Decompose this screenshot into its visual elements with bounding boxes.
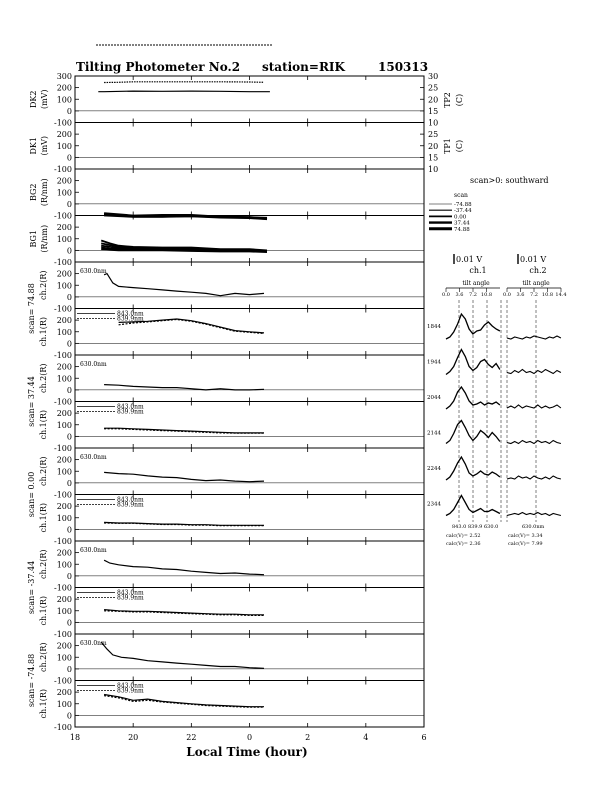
y-tick-label: 100: [56, 467, 72, 477]
tp-tick-label: 15: [428, 153, 439, 163]
panel-10: [27, 541, 424, 614]
y-tick-label: 300: [56, 72, 72, 81]
inset-time-label: 2144: [427, 430, 441, 437]
y-tick-label: 100: [56, 699, 72, 709]
inset-tick-label: 10.8: [541, 292, 554, 298]
y-tick-label: -100: [54, 444, 72, 453]
y-tick-label: 200: [56, 362, 72, 372]
inset-tick-label: 0.0: [442, 292, 450, 298]
y-tick-label: 100: [56, 420, 72, 430]
y-tick-label: -100: [54, 583, 72, 593]
panel-unit: ch.1(R): [39, 595, 48, 626]
y-tick-label: 0: [66, 292, 72, 302]
panel-unit: (R/nm): [40, 178, 49, 207]
y-tick-label: 0: [66, 246, 72, 256]
inset-time-label: 1944: [427, 359, 441, 366]
panel-unit: ch.1(R): [39, 502, 48, 533]
panel-frame: [75, 76, 424, 123]
panel-wavelength: 630.0nm: [80, 640, 107, 647]
panel-unit: (mV): [40, 89, 49, 110]
tp-tick-label: 25: [428, 83, 439, 93]
x-tick-label: 0: [246, 733, 253, 742]
y-tick-label: -100: [54, 211, 72, 221]
scan-legend-value: 37.44: [454, 220, 470, 227]
x-tick-label: 20: [128, 733, 139, 742]
panel-wavelength: 630.0nm: [80, 268, 107, 275]
panel-frame: [75, 262, 424, 309]
panel-4: [27, 262, 424, 334]
y-tick-label: 200: [56, 409, 72, 419]
panel-stack: [27, 72, 438, 732]
y-tick-label: 200: [56, 316, 72, 326]
series-line: [104, 216, 267, 220]
panel-unit: (mV): [40, 135, 49, 156]
ch2-tilt-label: tilt angle: [522, 280, 550, 287]
calc1b: calc(V)= 2.36: [446, 541, 481, 547]
spectra-inset: [427, 254, 567, 547]
y-tick-label: -100: [54, 676, 72, 686]
ch1-tilt-label: tilt angle: [462, 280, 490, 287]
series-line: [104, 472, 264, 481]
y-tick-label: 200: [56, 130, 72, 140]
panel-wavelength-2: 839.9nm: [117, 501, 144, 509]
panel-wavelength-2: 839.9nm: [117, 408, 144, 416]
series-line: [104, 522, 264, 525]
y-tick-label: 0: [66, 432, 72, 442]
panel-unit: ch.1(R): [39, 316, 48, 347]
panel-wavelength: 843.0nm: [117, 310, 144, 318]
inset-tick-label: 10.8: [480, 292, 493, 298]
y-tick-label: -100: [54, 118, 72, 128]
station-label: station=RIK: [262, 60, 345, 74]
date-label: 150313: [378, 60, 429, 74]
scan-legend-title: scan>0: southward: [470, 176, 549, 185]
y-tick-label: 0: [66, 385, 72, 395]
panel-wavelength: 843.0nm: [117, 496, 144, 504]
ch1-scale-label: 0.01 V: [456, 255, 483, 264]
panel-unit: ch.2(R): [39, 363, 48, 394]
panel-unit: ch.2(R): [39, 642, 48, 673]
panel-2: [29, 169, 424, 221]
inset-time-label: 2344: [427, 501, 441, 508]
inset-ch2-spectrum: [507, 405, 561, 408]
y-tick-label: 100: [56, 606, 72, 616]
panel-12: [27, 634, 424, 707]
inset-wl1c: 630.0: [484, 524, 499, 530]
inset-tick-label: 7.2: [530, 292, 538, 298]
calc2a: calc(V)= 3.34: [508, 533, 543, 539]
chart-title: Tilting Photometer No.2: [76, 60, 241, 74]
y-tick-label: 0: [66, 664, 72, 674]
y-tick-label: 200: [56, 83, 72, 93]
panel-unit: ch.1(R): [39, 688, 48, 719]
panel-wavelength: 630.0nm: [80, 361, 107, 368]
calc1a: calc(V)= 2.52: [446, 533, 481, 539]
y-tick-label: -100: [54, 630, 72, 639]
y-tick-label: 100: [56, 513, 72, 523]
x-axis: [70, 733, 427, 742]
y-tick-label: 100: [56, 141, 72, 151]
x-tick-label: 22: [186, 733, 197, 742]
y-tick-label: 0: [66, 711, 72, 721]
panel-wavelength: 843.0nm: [117, 589, 144, 597]
tp-tick-label: 20: [428, 95, 439, 105]
y-tick-label: -100: [54, 723, 72, 732]
tp-tick-label: 10: [428, 165, 439, 174]
series-line: [104, 428, 264, 433]
panel-wavelength: 630.0nm: [80, 454, 107, 461]
panel-ylabel: scan= -74.88: [27, 653, 36, 708]
y-tick-label: 200: [56, 223, 72, 233]
y-tick-label: 200: [56, 548, 72, 558]
panel-ylabel: DK1: [29, 137, 38, 155]
panel-unit: ch.1(R): [39, 409, 48, 440]
inset-time-label: 2244: [427, 466, 441, 472]
ch1-label: ch.1: [469, 266, 487, 275]
inset-time-label: 1844: [427, 324, 441, 330]
y-tick-label: 100: [56, 327, 72, 337]
y-tick-label: 0: [66, 153, 72, 163]
panel-1: [29, 123, 424, 175]
panel-ylabel: DK2: [29, 90, 38, 108]
tp2-label: TP2: [443, 92, 452, 108]
tp-tick-label: 30: [428, 72, 439, 81]
panel-9: [39, 495, 424, 547]
y-tick-label: -100: [54, 304, 72, 314]
y-tick-label: 200: [56, 688, 72, 698]
inset-time-label: 2044: [427, 395, 441, 401]
y-tick-label: 100: [56, 95, 72, 105]
inset-wl1b: 839.9: [468, 524, 483, 530]
panel-ylabel: scan= 0.00: [27, 471, 36, 518]
y-tick-label: 0: [66, 199, 72, 209]
y-tick-label: 0: [66, 525, 72, 535]
panel-ylabel: scan= 37.44: [27, 376, 36, 427]
panel-ylabel: BG1: [29, 229, 38, 248]
y-tick-label: 100: [56, 281, 72, 291]
series-line: [101, 642, 264, 668]
x-tick-label: 2: [305, 733, 311, 742]
tp-tick-label: 10: [428, 118, 439, 128]
panel-wavelength-2: 839.9nm: [117, 687, 144, 695]
panel-ylabel: BG2: [29, 183, 38, 202]
panel-ylabel: scan= 74.88: [27, 283, 36, 334]
inset-ch2-spectrum: [507, 370, 561, 374]
y-tick-label: 0: [66, 339, 72, 349]
panel-wavelength: 843.0nm: [117, 682, 144, 690]
y-tick-label: 0: [66, 478, 72, 488]
y-tick-label: -100: [54, 258, 72, 267]
y-tick-label: -100: [54, 397, 72, 407]
tp-tick-label: 15: [428, 106, 439, 116]
inset-ch2-spectrum: [507, 476, 561, 479]
panel-7: [39, 402, 424, 454]
tp1-unit: (C): [455, 139, 464, 153]
series-line: [104, 385, 264, 390]
panel-8: [27, 448, 424, 517]
panel-5: [39, 309, 424, 361]
y-tick-label: 0: [66, 106, 72, 116]
scan-legend-value: -37.44: [454, 208, 472, 215]
y-tick-label: 100: [56, 188, 72, 198]
inset-tick-label: 3.6: [455, 292, 464, 298]
inset-tick-label: 0.0: [503, 292, 511, 298]
y-tick-label: -100: [54, 490, 72, 500]
y-tick-label: -100: [54, 165, 72, 174]
y-tick-label: 200: [56, 176, 72, 186]
ch2-label: ch.2: [529, 266, 547, 275]
panel-unit: ch.2(R): [39, 456, 48, 487]
series-line: [104, 82, 264, 83]
tp-tick-label: 20: [428, 141, 439, 151]
tp-tick-label: 25: [428, 130, 439, 140]
tp2-unit: (C): [455, 93, 464, 107]
tp1-label: TP1: [443, 138, 452, 154]
series-line: [98, 91, 270, 92]
x-tick-label: 6: [421, 733, 427, 742]
panel-frame: [75, 541, 424, 588]
ch2-scale-label: 0.01 V: [520, 255, 547, 264]
panel-frame: [75, 123, 424, 170]
inset-tick-label: 7.2: [469, 292, 477, 298]
x-tick-label: 18: [69, 733, 81, 742]
panel-3: [29, 216, 424, 268]
panel-wavelength-2: 839.9nm: [117, 315, 144, 323]
y-tick-label: 200: [56, 455, 72, 465]
panel-wavelength-2: 839.9nm: [117, 594, 144, 602]
inset-wl2: 630.0nm: [522, 524, 545, 530]
y-tick-label: 200: [56, 502, 72, 512]
x-axis-label: Local Time (hour): [186, 745, 308, 759]
scan-legend-head: scan: [454, 192, 468, 199]
inset-tick-label: 14.4: [555, 292, 567, 298]
y-tick-label: -100: [54, 351, 72, 360]
inset-ch2-spectrum: [507, 441, 561, 444]
tp1-label-group: [443, 138, 464, 154]
calc2b: calc(V)= 7.99: [508, 541, 543, 547]
panel-unit: (R/nm): [40, 224, 49, 253]
y-tick-label: 100: [56, 653, 72, 663]
y-tick-label: 100: [56, 234, 72, 244]
y-tick-label: -100: [54, 537, 72, 546]
panel-unit: ch.2(R): [39, 270, 48, 301]
scan-legend: [429, 176, 549, 233]
panel-frame: [75, 169, 424, 216]
y-tick-label: 100: [56, 374, 72, 384]
tp2-label-group: [443, 92, 464, 108]
panel-frame: [75, 216, 424, 263]
series-line: [104, 560, 264, 575]
panel-11: [39, 588, 424, 640]
y-tick-label: 200: [56, 595, 72, 605]
scan-legend-value: 74.88: [454, 226, 470, 233]
y-tick-label: 0: [66, 618, 72, 628]
series-line: [104, 696, 264, 708]
panel-unit: ch.2(R): [39, 549, 48, 580]
inset-ch2-spectrum: [507, 513, 561, 516]
series-line: [104, 274, 264, 296]
panel-frame: [75, 355, 424, 402]
series-line: [119, 319, 264, 333]
y-tick-label: 100: [56, 560, 72, 570]
inset-wl1: 843.0: [452, 524, 467, 530]
y-tick-label: 200: [56, 641, 72, 651]
y-tick-label: 0: [66, 571, 72, 581]
panel-ylabel: scan= -37.44: [27, 560, 36, 615]
scan-legend-value: 0.00: [454, 214, 467, 221]
panel-wavelength: 843.0nm: [117, 403, 144, 411]
scan-legend-value: -74.88: [454, 202, 472, 208]
panel-6: [27, 355, 424, 427]
panel-wavelength: 630.0nm: [80, 547, 107, 554]
panel-0: [29, 72, 424, 128]
panel-frame: [75, 448, 424, 495]
series-line: [104, 610, 264, 615]
inset-tick-label: 3.6: [516, 292, 525, 298]
y-tick-label: 200: [56, 269, 72, 279]
x-tick-label: 4: [363, 733, 369, 742]
inset-ch2-spectrum: [507, 336, 561, 339]
